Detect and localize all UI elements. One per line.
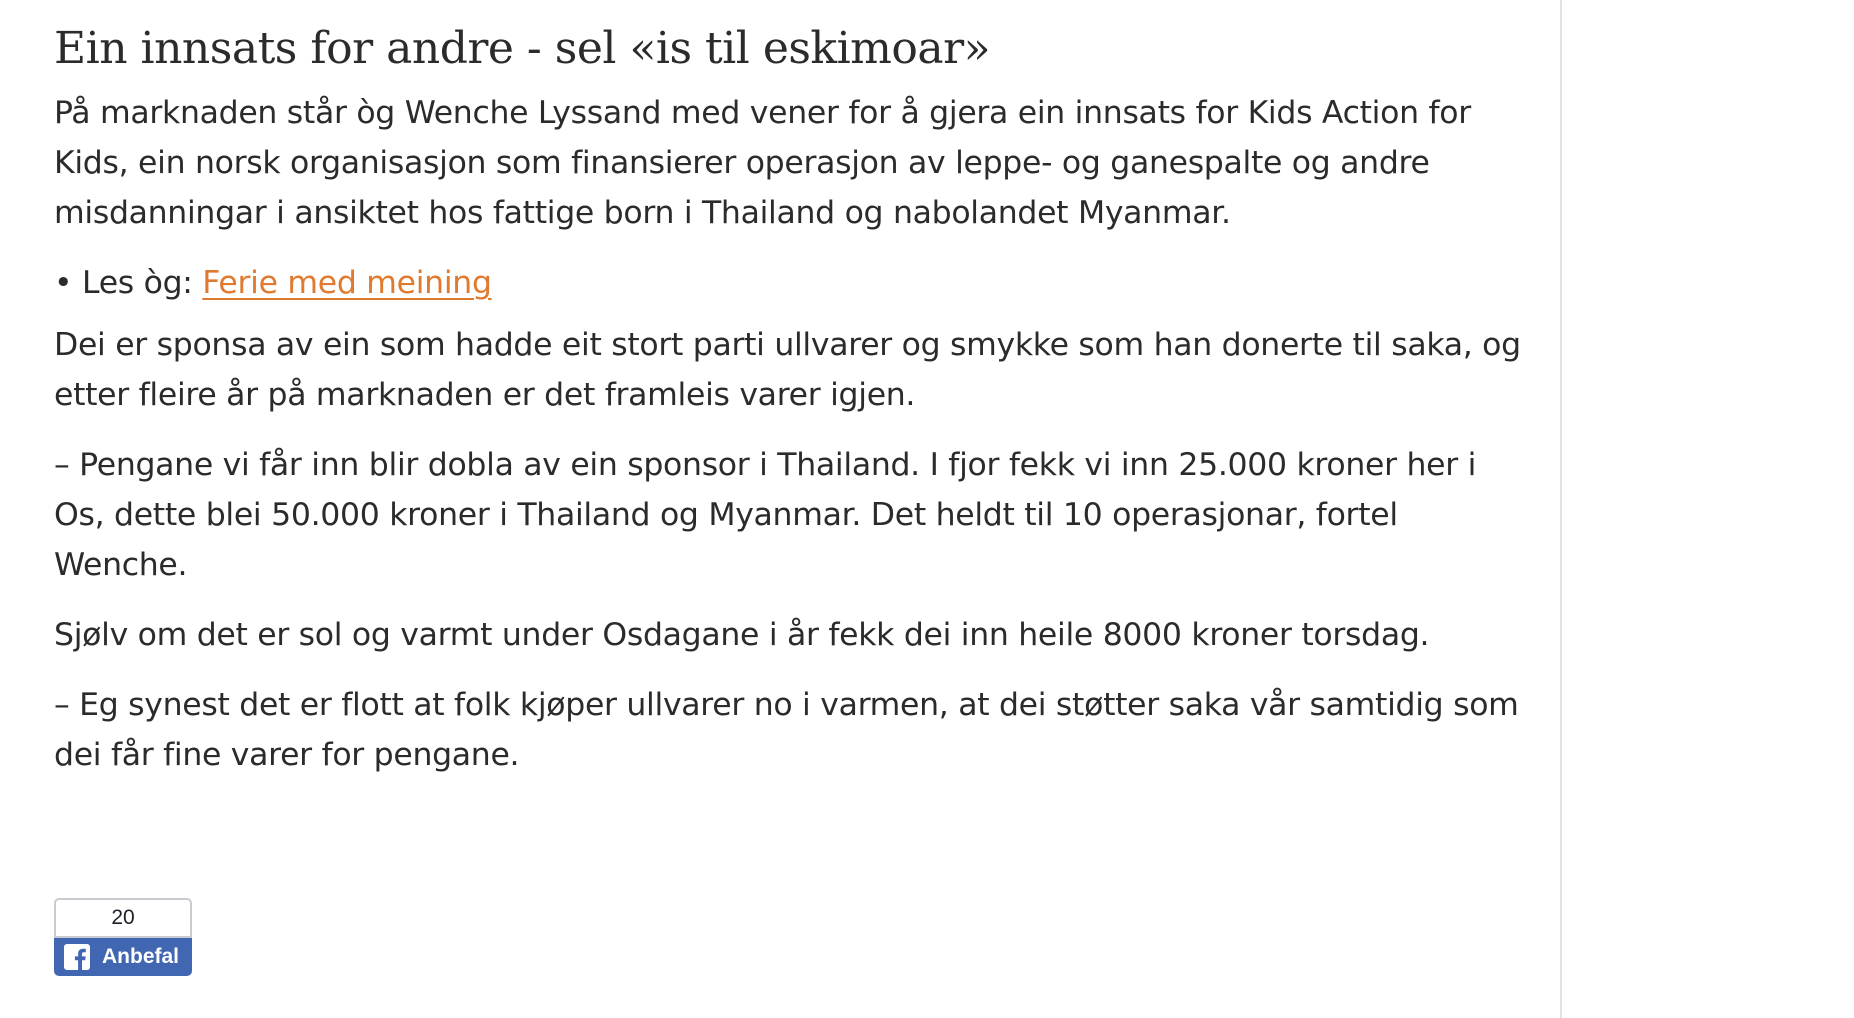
- read-also: [54, 258, 1524, 308]
- article-body: [54, 14, 1524, 800]
- facebook-like-count: 20: [54, 898, 192, 938]
- facebook-f-icon: [64, 944, 90, 970]
- paragraph-sponsor: Dei er sponsa av ein som hadde eit stort parti ullvarer og smykke som han donerte til saka, og etter fleire år på marknaden er det framleis varer igjen.: [54, 327, 1521, 413]
- facebook-recommend-widget: [54, 898, 192, 976]
- sidebar-divider: [1560, 0, 1562, 1018]
- read-also-link[interactable]: Ferie med meining: [202, 265, 492, 301]
- paragraph-quote-money: – Pengane vi får inn blir dobla av ein sponsor i Thailand. I fjor fekk vi inn 25.000 kroner her i Os, dette blei 50.000 kroner i Thailand og Myanmar. Det heldt til 10 operasjonar, fortel Wenche.: [54, 447, 1477, 583]
- section-headline: Ein innsats for andre - sel «is til eskimoar»: [54, 23, 991, 74]
- facebook-recommend-button[interactable]: [54, 938, 192, 976]
- read-also-prefix: • Les òg:: [54, 265, 203, 301]
- paragraph-quote-wool: – Eg synest det er flott at folk kjøper ullvarer no i varmen, at dei støtter saka vår samtidig som dei får fine varer for pengane.: [54, 687, 1519, 773]
- paragraph-thursday: Sjølv om det er sol og varmt under Osdagane i år fekk dei inn heile 8000 kroner torsdag.: [54, 617, 1430, 653]
- facebook-recommend-label: Anbefal: [102, 945, 180, 968]
- paragraph-intro: På marknaden står òg Wenche Lyssand med vener for å gjera ein innsats for Kids Action for Kids, ein norsk organisasjon som finansierer operasjon av leppe- og ganespalte og andre misdanningar i ansiktet hos fattige born i Thailand og nabolandet Myanmar.: [54, 95, 1471, 231]
